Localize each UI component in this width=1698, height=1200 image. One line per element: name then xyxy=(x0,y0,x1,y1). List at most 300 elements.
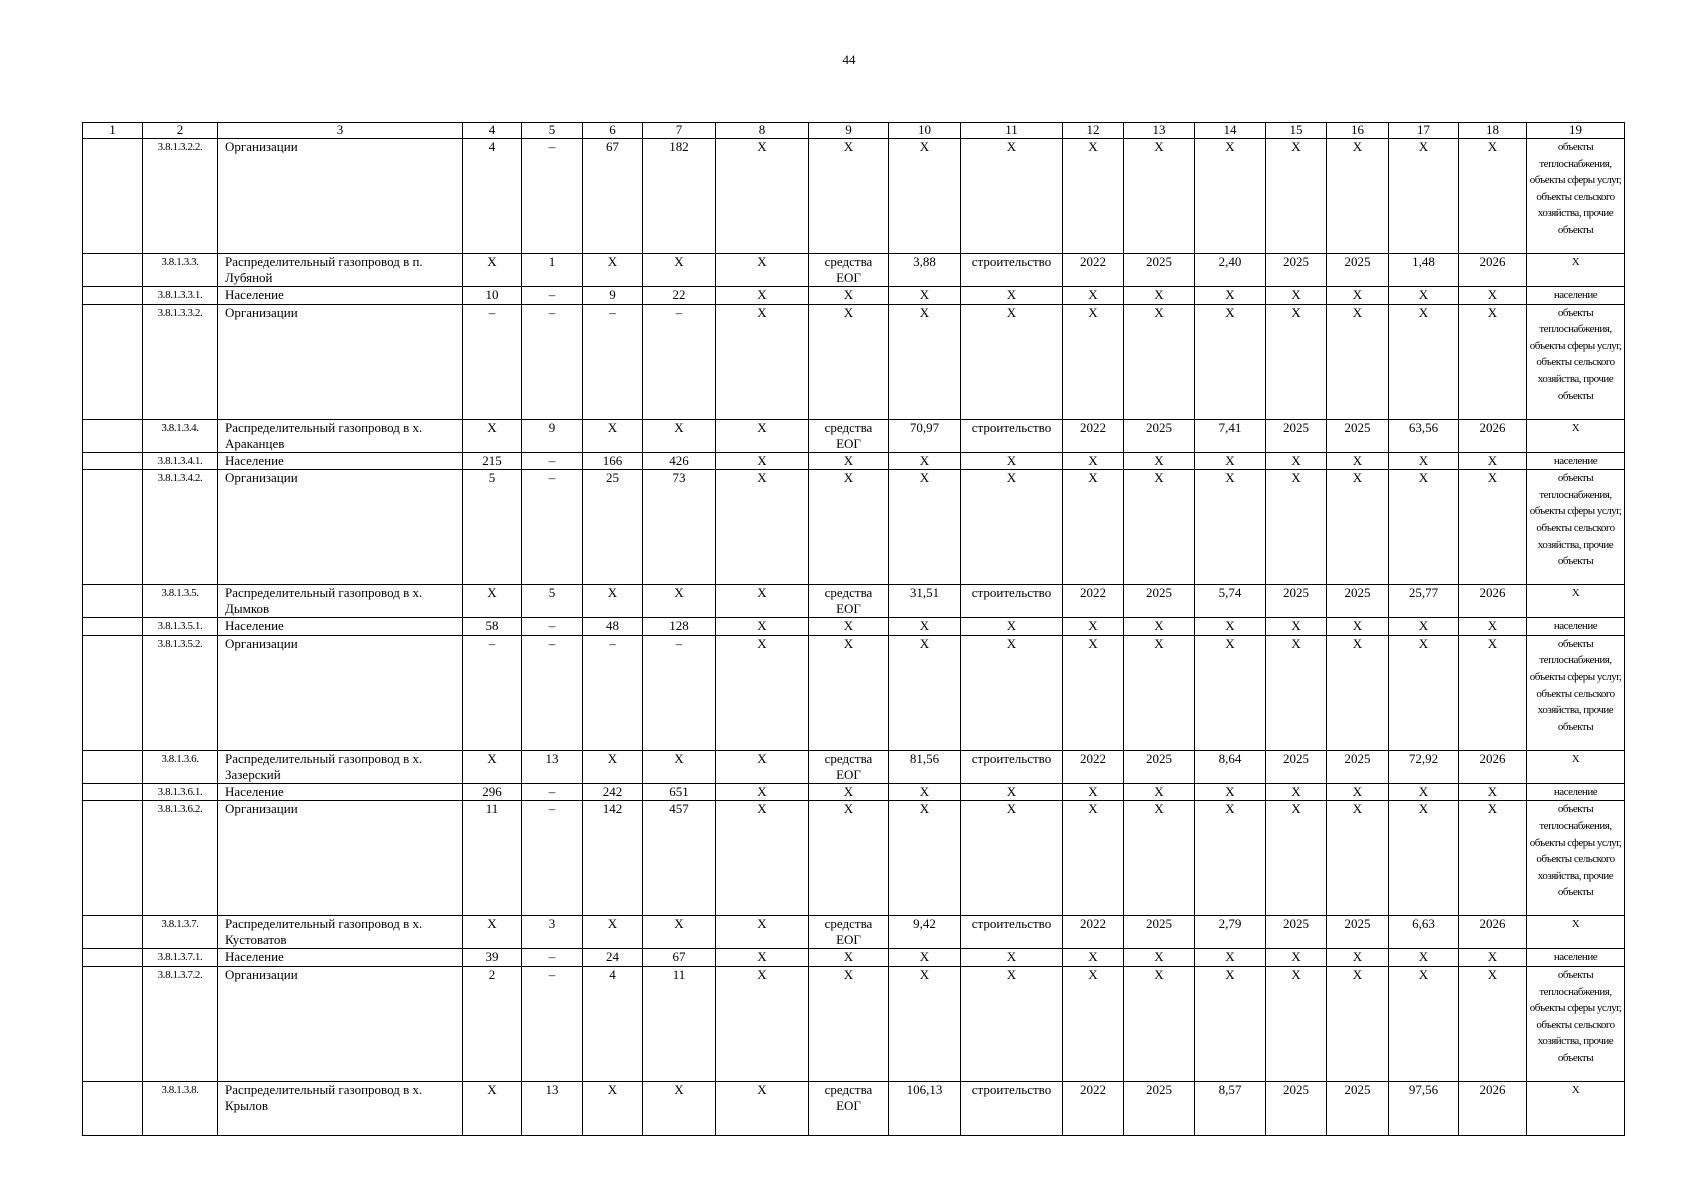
cell-col-17: X xyxy=(1389,635,1459,750)
cell-col-6: 9 xyxy=(583,287,643,305)
cell-col-9: X xyxy=(809,287,889,305)
table-row xyxy=(83,304,1625,419)
column-number-7: 7 xyxy=(643,123,716,139)
cell-col-17: 97,56 xyxy=(1389,1081,1459,1135)
cell-col-16: 2025 xyxy=(1327,254,1389,287)
table-row xyxy=(83,139,1625,254)
cell-col-2: 3.8.1.3.2.2. xyxy=(143,139,218,254)
cell-col-2: 3.8.1.3.3. xyxy=(143,254,218,287)
cell-col-18: X xyxy=(1459,635,1527,750)
cell-col-18: X xyxy=(1459,966,1527,1081)
cell-col-10: 70,97 xyxy=(889,419,961,452)
cell-col-19: X xyxy=(1527,585,1625,618)
cell-col-7: 651 xyxy=(643,783,716,801)
cell-col-13: 2025 xyxy=(1124,254,1195,287)
cell-col-1 xyxy=(83,618,143,636)
cell-col-14: 8,64 xyxy=(1195,750,1266,783)
cell-col-11: X xyxy=(961,801,1063,916)
cell-col-10: X xyxy=(889,470,961,585)
cell-col-15: X xyxy=(1266,966,1327,1081)
cell-col-19: население xyxy=(1527,783,1625,801)
cell-col-7: X xyxy=(643,916,716,949)
cell-col-15: X xyxy=(1266,304,1327,419)
column-number-11: 11 xyxy=(961,123,1063,139)
cell-col-11: X xyxy=(961,949,1063,967)
cell-col-14: X xyxy=(1195,949,1266,967)
cell-col-1 xyxy=(83,287,143,305)
cell-col-17: X xyxy=(1389,801,1459,916)
cell-col-1 xyxy=(83,452,143,470)
cell-col-10: X xyxy=(889,618,961,636)
cell-col-19: население xyxy=(1527,452,1625,470)
cell-col-4: X xyxy=(463,750,522,783)
cell-col-8: X xyxy=(716,139,809,254)
cell-col-13: X xyxy=(1124,618,1195,636)
cell-col-6: 142 xyxy=(583,801,643,916)
cell-col-17: X xyxy=(1389,287,1459,305)
cell-col-14: 2,40 xyxy=(1195,254,1266,287)
cell-col-2: 3.8.1.3.7. xyxy=(143,916,218,949)
cell-col-13: X xyxy=(1124,452,1195,470)
cell-col-9: X xyxy=(809,635,889,750)
cell-col-8: X xyxy=(716,452,809,470)
cell-col-18: X xyxy=(1459,287,1527,305)
cell-col-1 xyxy=(83,783,143,801)
cell-col-9: X xyxy=(809,139,889,254)
cell-col-14: X xyxy=(1195,801,1266,916)
column-number-15: 15 xyxy=(1266,123,1327,139)
cell-col-11: X xyxy=(961,635,1063,750)
cell-col-3: Население xyxy=(218,783,463,801)
cell-col-16: 2025 xyxy=(1327,585,1389,618)
cell-col-18: X xyxy=(1459,470,1527,585)
cell-col-2: 3.8.1.3.7.2. xyxy=(143,966,218,1081)
cell-col-14: X xyxy=(1195,139,1266,254)
cell-col-18: X xyxy=(1459,618,1527,636)
cell-col-2: 3.8.1.3.5.1. xyxy=(143,618,218,636)
cell-col-2: 3.8.1.3.8. xyxy=(143,1081,218,1135)
cell-col-14: X xyxy=(1195,783,1266,801)
cell-col-9: X xyxy=(809,949,889,967)
cell-col-1 xyxy=(83,916,143,949)
table-row xyxy=(83,470,1625,585)
cell-col-12: X xyxy=(1063,452,1124,470)
cell-col-15: 2025 xyxy=(1266,585,1327,618)
cell-col-12: X xyxy=(1063,635,1124,750)
cell-col-14: X xyxy=(1195,287,1266,305)
cell-col-2: 3.8.1.3.6.1. xyxy=(143,783,218,801)
cell-col-3: Распределительный газопровод в х. Крылов xyxy=(218,1081,463,1135)
cell-col-15: 2025 xyxy=(1266,916,1327,949)
cell-col-15: X xyxy=(1266,452,1327,470)
cell-col-19: население xyxy=(1527,618,1625,636)
column-number-6: 6 xyxy=(583,123,643,139)
cell-col-12: X xyxy=(1063,139,1124,254)
cell-col-3: Население xyxy=(218,452,463,470)
cell-col-1 xyxy=(83,750,143,783)
cell-col-19: X xyxy=(1527,750,1625,783)
cell-col-16: X xyxy=(1327,635,1389,750)
cell-col-5: – xyxy=(522,452,583,470)
cell-col-14: X xyxy=(1195,470,1266,585)
cell-col-6: X xyxy=(583,750,643,783)
cell-col-18: 2026 xyxy=(1459,916,1527,949)
cell-col-6: 48 xyxy=(583,618,643,636)
table-body xyxy=(83,123,1625,1136)
table-row xyxy=(83,287,1625,305)
cell-col-10: 106,13 xyxy=(889,1081,961,1135)
cell-col-12: 2022 xyxy=(1063,419,1124,452)
column-number-8: 8 xyxy=(716,123,809,139)
cell-col-9: X xyxy=(809,618,889,636)
cell-col-10: X xyxy=(889,949,961,967)
cell-col-1 xyxy=(83,585,143,618)
column-number-14: 14 xyxy=(1195,123,1266,139)
cell-col-12: X xyxy=(1063,618,1124,636)
cell-col-7: – xyxy=(643,635,716,750)
cell-col-18: X xyxy=(1459,452,1527,470)
cell-col-1 xyxy=(83,304,143,419)
cell-col-7: X xyxy=(643,750,716,783)
cell-col-3: Распределительный газопровод в п. Лубяной xyxy=(218,254,463,287)
cell-col-7: 426 xyxy=(643,452,716,470)
cell-col-9: средства ЕОГ xyxy=(809,1081,889,1135)
cell-col-16: 2025 xyxy=(1327,916,1389,949)
cell-col-13: 2025 xyxy=(1124,916,1195,949)
cell-col-12: X xyxy=(1063,783,1124,801)
cell-col-6: X xyxy=(583,419,643,452)
cell-col-18: X xyxy=(1459,801,1527,916)
cell-col-3: Организации xyxy=(218,801,463,916)
cell-col-3: Организации xyxy=(218,304,463,419)
cell-col-3: Организации xyxy=(218,966,463,1081)
cell-col-8: X xyxy=(716,618,809,636)
cell-col-12: X xyxy=(1063,470,1124,585)
table-row xyxy=(83,1081,1625,1135)
cell-col-12: 2022 xyxy=(1063,254,1124,287)
cell-col-15: X xyxy=(1266,635,1327,750)
cell-col-18: X xyxy=(1459,783,1527,801)
table-row xyxy=(83,966,1625,1081)
cell-col-12: X xyxy=(1063,801,1124,916)
cell-col-2: 3.8.1.3.4. xyxy=(143,419,218,452)
cell-col-7: – xyxy=(643,304,716,419)
cell-col-4: 11 xyxy=(463,801,522,916)
cell-col-6: X xyxy=(583,916,643,949)
cell-col-8: X xyxy=(716,635,809,750)
cell-col-18: 2026 xyxy=(1459,585,1527,618)
cell-col-13: 2025 xyxy=(1124,419,1195,452)
cell-col-13: X xyxy=(1124,635,1195,750)
cell-col-14: X xyxy=(1195,452,1266,470)
cell-col-4: 39 xyxy=(463,949,522,967)
cell-col-11: X xyxy=(961,139,1063,254)
cell-col-14: 2,79 xyxy=(1195,916,1266,949)
cell-col-11: строительство xyxy=(961,1081,1063,1135)
cell-col-4: 4 xyxy=(463,139,522,254)
cell-col-15: X xyxy=(1266,287,1327,305)
cell-col-13: X xyxy=(1124,304,1195,419)
cell-col-6: X xyxy=(583,254,643,287)
table-row xyxy=(83,750,1625,783)
cell-col-18: 2026 xyxy=(1459,750,1527,783)
cell-col-2: 3.8.1.3.7.1. xyxy=(143,949,218,967)
cell-col-17: X xyxy=(1389,139,1459,254)
cell-col-4: 10 xyxy=(463,287,522,305)
cell-col-2: 3.8.1.3.6.2. xyxy=(143,801,218,916)
cell-col-12: X xyxy=(1063,966,1124,1081)
column-number-12: 12 xyxy=(1063,123,1124,139)
cell-col-7: 457 xyxy=(643,801,716,916)
cell-col-6: X xyxy=(583,585,643,618)
table-row xyxy=(83,452,1625,470)
cell-col-1 xyxy=(83,949,143,967)
cell-col-12: X xyxy=(1063,304,1124,419)
cell-col-16: X xyxy=(1327,949,1389,967)
cell-col-1 xyxy=(83,470,143,585)
cell-col-5: 5 xyxy=(522,585,583,618)
cell-col-9: средства ЕОГ xyxy=(809,750,889,783)
table-row xyxy=(83,419,1625,452)
cell-col-8: X xyxy=(716,949,809,967)
cell-col-10: 81,56 xyxy=(889,750,961,783)
cell-col-13: X xyxy=(1124,287,1195,305)
cell-col-11: строительство xyxy=(961,750,1063,783)
cell-col-2: 3.8.1.3.5.2. xyxy=(143,635,218,750)
cell-col-17: X xyxy=(1389,452,1459,470)
cell-col-17: X xyxy=(1389,470,1459,585)
cell-col-6: 67 xyxy=(583,139,643,254)
cell-col-15: X xyxy=(1266,783,1327,801)
cell-col-3: Население xyxy=(218,287,463,305)
cell-col-8: X xyxy=(716,916,809,949)
cell-col-14: X xyxy=(1195,618,1266,636)
cell-col-3: Распределительный газопровод в х. Зазерский xyxy=(218,750,463,783)
table-row xyxy=(83,254,1625,287)
cell-col-17: X xyxy=(1389,783,1459,801)
cell-col-8: X xyxy=(716,419,809,452)
cell-col-17: X xyxy=(1389,966,1459,1081)
cell-col-17: X xyxy=(1389,304,1459,419)
table-row xyxy=(83,635,1625,750)
cell-col-10: 9,42 xyxy=(889,916,961,949)
cell-col-11: X xyxy=(961,618,1063,636)
cell-col-9: средства ЕОГ xyxy=(809,585,889,618)
cell-col-15: 2025 xyxy=(1266,254,1327,287)
cell-col-10: X xyxy=(889,635,961,750)
cell-col-8: X xyxy=(716,1081,809,1135)
cell-col-5: 3 xyxy=(522,916,583,949)
cell-col-8: X xyxy=(716,254,809,287)
cell-col-7: X xyxy=(643,419,716,452)
cell-col-3: Организации xyxy=(218,635,463,750)
column-number-1: 1 xyxy=(83,123,143,139)
cell-col-14: 5,74 xyxy=(1195,585,1266,618)
cell-col-5: 13 xyxy=(522,1081,583,1135)
cell-col-13: X xyxy=(1124,801,1195,916)
cell-col-15: X xyxy=(1266,618,1327,636)
cell-col-18: 2026 xyxy=(1459,254,1527,287)
column-number-row xyxy=(83,123,1625,139)
cell-col-13: X xyxy=(1124,470,1195,585)
column-number-5: 5 xyxy=(522,123,583,139)
cell-col-16: X xyxy=(1327,139,1389,254)
cell-col-8: X xyxy=(716,585,809,618)
cell-col-1 xyxy=(83,419,143,452)
cell-col-13: X xyxy=(1124,966,1195,1081)
cell-col-7: 22 xyxy=(643,287,716,305)
cell-col-5: – xyxy=(522,783,583,801)
cell-col-8: X xyxy=(716,287,809,305)
cell-col-2: 3.8.1.3.4.2. xyxy=(143,470,218,585)
column-number-13: 13 xyxy=(1124,123,1195,139)
cell-col-16: 2025 xyxy=(1327,750,1389,783)
cell-col-17: X xyxy=(1389,949,1459,967)
cell-col-5: – xyxy=(522,618,583,636)
cell-col-9: X xyxy=(809,304,889,419)
cell-col-14: X xyxy=(1195,635,1266,750)
cell-col-11: X xyxy=(961,783,1063,801)
cell-col-10: X xyxy=(889,139,961,254)
cell-col-11: строительство xyxy=(961,254,1063,287)
cell-col-13: 2025 xyxy=(1124,585,1195,618)
cell-col-7: X xyxy=(643,254,716,287)
cell-col-2: 3.8.1.3.5. xyxy=(143,585,218,618)
cell-col-10: 31,51 xyxy=(889,585,961,618)
cell-col-17: 72,92 xyxy=(1389,750,1459,783)
cell-col-3: Распределительный газопровод в х. Араканцев xyxy=(218,419,463,452)
cell-col-5: – xyxy=(522,801,583,916)
table-row xyxy=(83,585,1625,618)
column-number-10: 10 xyxy=(889,123,961,139)
cell-col-19: объекты теплоснабжения, объекты сферы услуг, объекты сельского хозяйства, прочие объекты xyxy=(1527,635,1625,750)
cell-col-18: X xyxy=(1459,949,1527,967)
cell-col-17: 25,77 xyxy=(1389,585,1459,618)
cell-col-5: – xyxy=(522,304,583,419)
cell-col-16: X xyxy=(1327,452,1389,470)
cell-col-11: строительство xyxy=(961,585,1063,618)
cell-col-19: X xyxy=(1527,1081,1625,1135)
cell-col-8: X xyxy=(716,801,809,916)
cell-col-14: X xyxy=(1195,966,1266,1081)
cell-col-3: Организации xyxy=(218,470,463,585)
cell-col-5: – xyxy=(522,139,583,254)
cell-col-9: средства ЕОГ xyxy=(809,419,889,452)
column-number-4: 4 xyxy=(463,123,522,139)
cell-col-4: 5 xyxy=(463,470,522,585)
table-row xyxy=(83,916,1625,949)
cell-col-12: X xyxy=(1063,287,1124,305)
cell-col-3: Население xyxy=(218,618,463,636)
cell-col-11: X xyxy=(961,287,1063,305)
cell-col-14: 7,41 xyxy=(1195,419,1266,452)
cell-col-4: X xyxy=(463,419,522,452)
cell-col-4: 58 xyxy=(463,618,522,636)
cell-col-16: X xyxy=(1327,966,1389,1081)
table-row xyxy=(83,783,1625,801)
cell-col-6: X xyxy=(583,1081,643,1135)
cell-col-6: 4 xyxy=(583,966,643,1081)
cell-col-6: 242 xyxy=(583,783,643,801)
cell-col-4: 2 xyxy=(463,966,522,1081)
cell-col-13: X xyxy=(1124,949,1195,967)
cell-col-5: – xyxy=(522,470,583,585)
cell-col-9: X xyxy=(809,966,889,1081)
cell-col-7: X xyxy=(643,1081,716,1135)
cell-col-13: X xyxy=(1124,139,1195,254)
gas-pipeline-table xyxy=(82,122,1625,1136)
cell-col-4: X xyxy=(463,585,522,618)
column-number-2: 2 xyxy=(143,123,218,139)
cell-col-17: 63,56 xyxy=(1389,419,1459,452)
cell-col-10: X xyxy=(889,452,961,470)
cell-col-17: 1,48 xyxy=(1389,254,1459,287)
column-number-17: 17 xyxy=(1389,123,1459,139)
cell-col-3: Распределительный газопровод в х. Кустоватов xyxy=(218,916,463,949)
table-row xyxy=(83,949,1625,967)
column-number-19: 19 xyxy=(1527,123,1625,139)
cell-col-10: X xyxy=(889,966,961,1081)
cell-col-7: 182 xyxy=(643,139,716,254)
cell-col-4: 296 xyxy=(463,783,522,801)
cell-col-4: X xyxy=(463,916,522,949)
cell-col-2: 3.8.1.3.3.2. xyxy=(143,304,218,419)
cell-col-17: X xyxy=(1389,618,1459,636)
cell-col-9: X xyxy=(809,470,889,585)
cell-col-1 xyxy=(83,966,143,1081)
cell-col-2: 3.8.1.3.6. xyxy=(143,750,218,783)
cell-col-7: X xyxy=(643,585,716,618)
cell-col-8: X xyxy=(716,470,809,585)
cell-col-10: X xyxy=(889,287,961,305)
cell-col-16: X xyxy=(1327,618,1389,636)
cell-col-19: объекты теплоснабжения, объекты сферы услуг, объекты сельского хозяйства, прочие объекты xyxy=(1527,966,1625,1081)
cell-col-15: X xyxy=(1266,949,1327,967)
cell-col-7: 11 xyxy=(643,966,716,1081)
cell-col-11: X xyxy=(961,452,1063,470)
cell-col-11: строительство xyxy=(961,419,1063,452)
cell-col-5: 13 xyxy=(522,750,583,783)
cell-col-12: 2022 xyxy=(1063,916,1124,949)
cell-col-1 xyxy=(83,254,143,287)
cell-col-9: средства ЕОГ xyxy=(809,916,889,949)
cell-col-18: 2026 xyxy=(1459,419,1527,452)
cell-col-18: 2026 xyxy=(1459,1081,1527,1135)
cell-col-6: – xyxy=(583,304,643,419)
cell-col-8: X xyxy=(716,783,809,801)
cell-col-12: X xyxy=(1063,949,1124,967)
cell-col-1 xyxy=(83,801,143,916)
cell-col-7: 73 xyxy=(643,470,716,585)
cell-col-9: X xyxy=(809,783,889,801)
cell-col-6: 25 xyxy=(583,470,643,585)
cell-col-19: объекты теплоснабжения, объекты сферы услуг, объекты сельского хозяйства, прочие объекты xyxy=(1527,470,1625,585)
cell-col-19: объекты теплоснабжения, объекты сферы услуг, объекты сельского хозяйства, прочие объекты xyxy=(1527,139,1625,254)
cell-col-9: средства ЕОГ xyxy=(809,254,889,287)
cell-col-11: строительство xyxy=(961,916,1063,949)
cell-col-19: объекты теплоснабжения, объекты сферы услуг, объекты сельского хозяйства, прочие объекты xyxy=(1527,304,1625,419)
cell-col-16: X xyxy=(1327,801,1389,916)
cell-col-13: X xyxy=(1124,783,1195,801)
column-number-18: 18 xyxy=(1459,123,1527,139)
cell-col-15: X xyxy=(1266,801,1327,916)
cell-col-16: X xyxy=(1327,304,1389,419)
cell-col-12: 2022 xyxy=(1063,1081,1124,1135)
cell-col-19: население xyxy=(1527,949,1625,967)
cell-col-9: X xyxy=(809,801,889,916)
cell-col-13: 2025 xyxy=(1124,750,1195,783)
cell-col-19: X xyxy=(1527,916,1625,949)
